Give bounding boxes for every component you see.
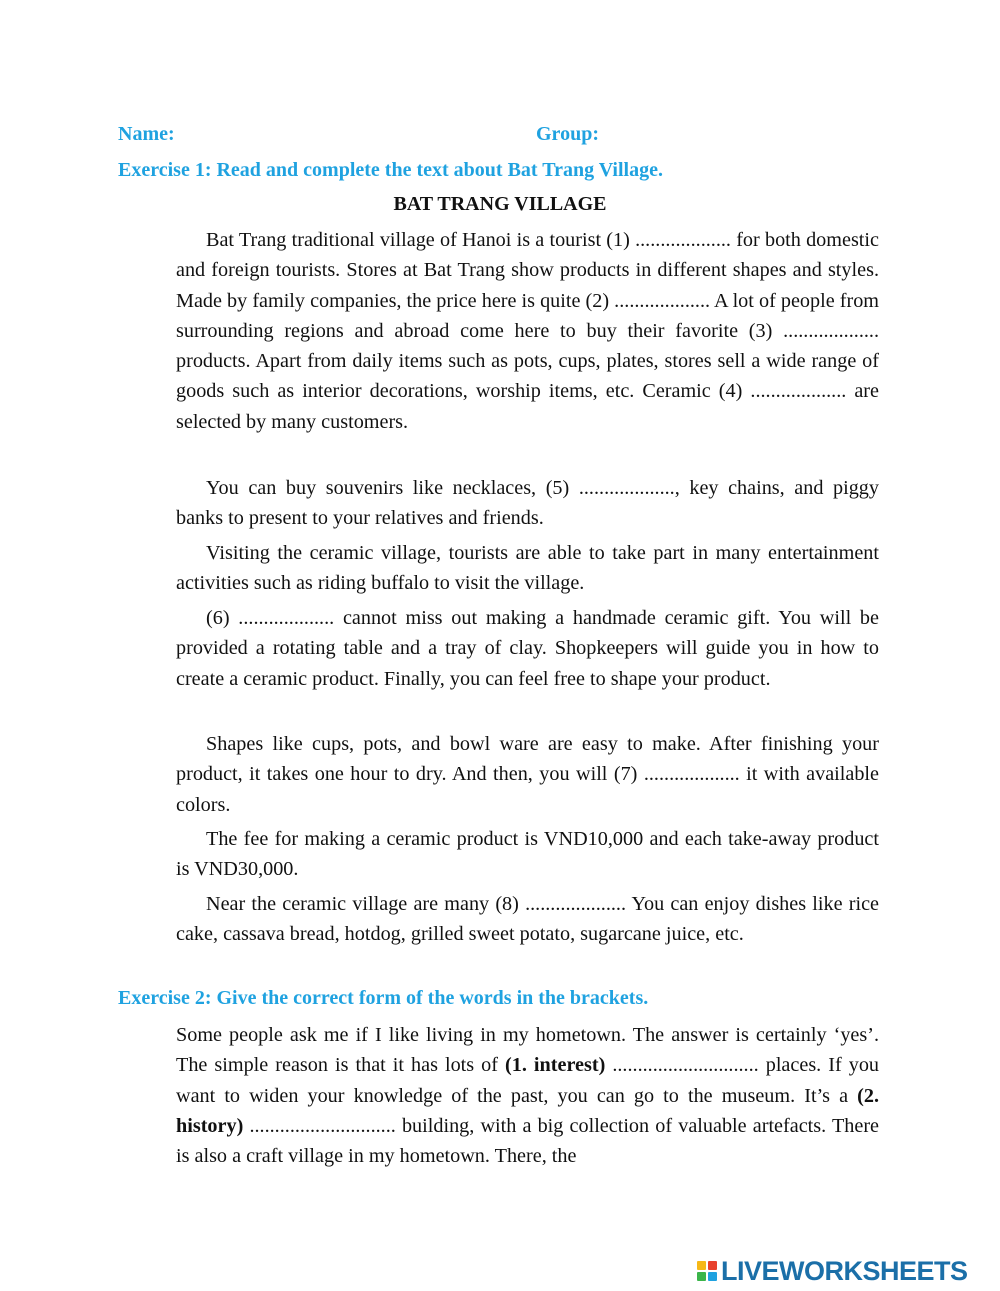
passage-paragraph-6: The fee for making a ceramic product is VND10,000 and each take-away product is VND30,000. bbox=[176, 828, 879, 881]
text-segment: products. Apart from daily items such as pots, cups, plates, stores sell a wide range of goods such as interior decorations, worship items, etc. Ceramic (4) bbox=[176, 350, 879, 403]
answer-blank-2[interactable]: ................... bbox=[614, 289, 711, 312]
name-label: Name: bbox=[118, 123, 175, 145]
logo-text: LIVEWORKSHEETS bbox=[721, 1256, 968, 1286]
answer-blank-3[interactable]: ................... bbox=[783, 319, 879, 342]
text-segment: building, with a big collection of valuable artefacts. There is also a craft village in my hometown. There, the bbox=[176, 1114, 880, 1168]
word-form-blank-2[interactable]: ............................. bbox=[243, 1114, 396, 1137]
answer-blank-7[interactable]: ................... bbox=[643, 763, 740, 786]
text-segment: Near the ceramic village are many (8) bbox=[206, 893, 526, 915]
answer-blank-1[interactable]: ................... bbox=[635, 229, 731, 251]
text-segment: You can buy souvenirs like necklaces, (5) bbox=[206, 477, 579, 499]
text-segment: places. If you want to widen your knowledge of the past, you can go to the museum. It’s a bbox=[176, 1054, 880, 1107]
passage-paragraph-4 bbox=[176, 603, 879, 694]
text-segment: it with available colors. bbox=[176, 763, 879, 816]
text-segment: Some people ask me if I like living in my hometown. The answer is certainly ‘yes’. The simple reason is that it has lots of bbox=[176, 1024, 879, 1077]
word-prompt-2: (2. history) bbox=[176, 1084, 879, 1137]
group-label: Group: bbox=[536, 123, 599, 145]
passage-paragraph-7 bbox=[176, 889, 879, 950]
passage-paragraph-3: Visiting the ceramic village, tourists are able to take part in many entertainment activities such as riding buffalo to visit the village. bbox=[176, 542, 879, 595]
logo-square-3 bbox=[697, 1272, 706, 1281]
text-segment: A lot of people from surrounding regions and abroad come here to buy their favorite (3) bbox=[176, 289, 880, 342]
exercise-2-paragraph bbox=[176, 1020, 879, 1171]
logo-square-1 bbox=[697, 1261, 706, 1270]
word-form-blank-1[interactable]: ............................. bbox=[605, 1054, 759, 1077]
text-segment: (6) bbox=[206, 607, 239, 629]
passage-title: BAT TRANG VILLAGE bbox=[393, 193, 607, 215]
text-segment: cannot miss out making a handmade ceramic gift. You will be provided a rotating table and a tray of clay. Shopkeepers will guide you in how to create a ceramic product. Finally, you can feel free to shape your product. bbox=[176, 607, 879, 690]
logo-mark-icon bbox=[697, 1261, 717, 1281]
text-segment: Shapes like cups, pots, and bowl ware are easy to make. After finishing your product, it takes one hour to dry. And then, you will (7) bbox=[176, 733, 879, 786]
answer-blank-5[interactable]: ................... bbox=[578, 477, 675, 499]
logo-square-4 bbox=[708, 1272, 717, 1281]
passage-paragraph-2 bbox=[176, 473, 879, 534]
liveworksheets-logo bbox=[697, 1256, 968, 1286]
answer-blank-6[interactable]: ................... bbox=[238, 607, 335, 629]
text-segment: Bat Trang traditional village of Hanoi is a tourist (1) bbox=[206, 229, 636, 251]
answer-blank-4[interactable]: ................... bbox=[750, 380, 847, 403]
exercise-2-heading: Exercise 2: Give the correct form of the words in the brackets. bbox=[118, 987, 649, 1009]
text-segment: for both domestic and foreign tourists. Stores at Bat Trang show products in different shapes and styles. Made by family companies, the price here is quite (2) bbox=[176, 229, 879, 312]
text-segment: , key chains, and piggy banks to present to your relatives and friends. bbox=[176, 477, 879, 530]
text-segment: . You can enjoy dishes like rice cake, cassava bread, hotdog, grilled sweet potato, sugarcane juice, etc. bbox=[176, 893, 879, 946]
passage-paragraph-5 bbox=[176, 729, 879, 820]
exercise-1-heading: Exercise 1: Read and complete the text about Bat Trang Village. bbox=[118, 159, 663, 181]
word-prompt-1: (1. interest) bbox=[505, 1054, 606, 1077]
passage-paragraph-1 bbox=[176, 225, 879, 437]
text-segment: are selected by many customers. bbox=[176, 380, 879, 433]
answer-blank-8[interactable]: ................... bbox=[525, 893, 621, 915]
logo-square-2 bbox=[708, 1261, 717, 1270]
